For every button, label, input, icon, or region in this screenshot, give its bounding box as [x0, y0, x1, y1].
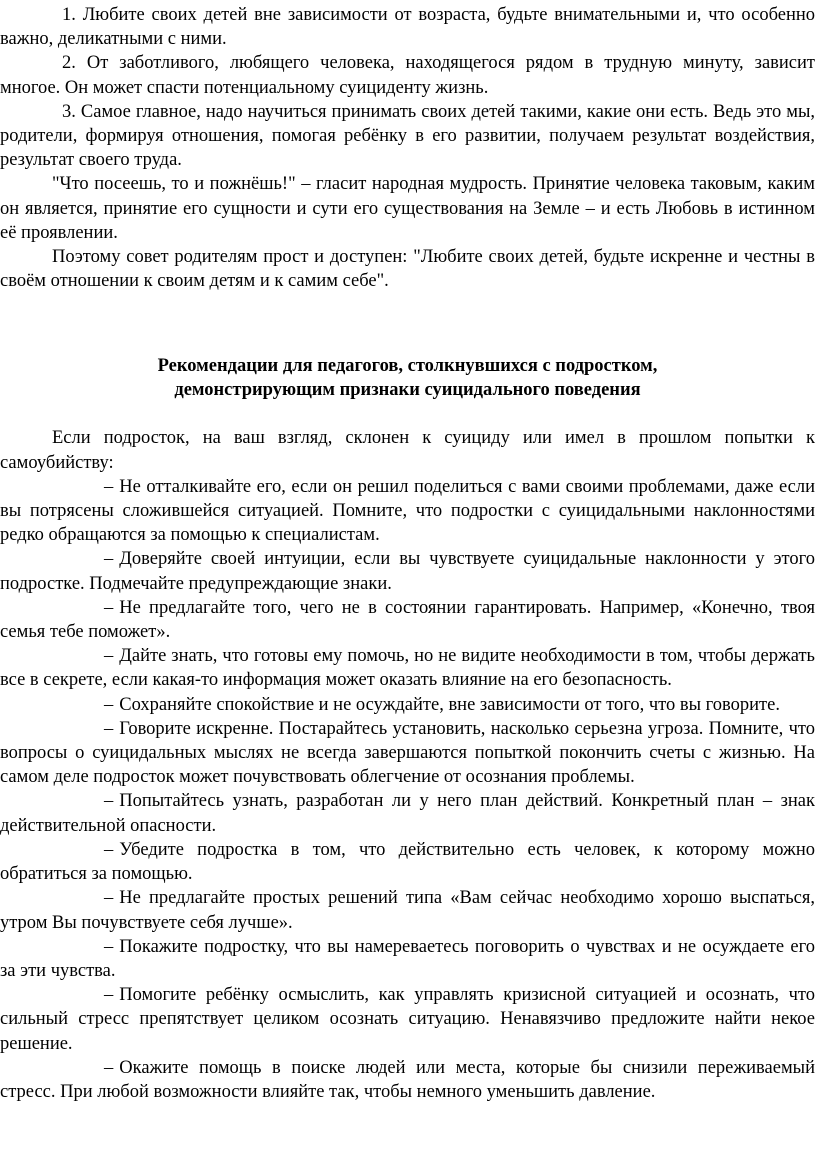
dash-bullet: –: [104, 791, 114, 812]
recommendation-text: Покажите подростку, что вы намереваетесь поговорить о чувствах и не осуждаете его за эти чувства.: [0, 936, 815, 981]
heading-line-2: демонстрирующим признаки суицидального поведения: [174, 380, 641, 401]
recommendation-text: Помогите ребёнку осмыслить, как управлять кризисной ситуацией и осознать, что сильный стресс препятствует целиком осознать ситуацию. Ненавязчиво предложите найти некое решение.: [0, 985, 815, 1054]
dash-bullet: –: [104, 718, 114, 739]
dash-bullet: –: [104, 549, 114, 570]
dash-bullet: –: [104, 839, 114, 860]
intro-paragraph: Если подросток, на ваш взгляд, склонен к суициду или имел в прошлом попытки к самоубийству:: [0, 428, 815, 473]
numbered-item-2: [0, 51, 815, 99]
dash-bullet: –: [104, 646, 114, 667]
item-text: Любите своих детей вне зависимости от возраста, будьте внимательными и, что особенно важно, деликатными с ними.: [0, 5, 816, 50]
heading-line-1: Рекомендации для педагогов, столкнувшихся с подростком,: [157, 356, 658, 377]
recommendation-item: [0, 886, 815, 934]
recommendation-text: Окажите помощь в поиске людей или места, которые бы снизили переживаемый стресс. При любой возможности влияйте так, чтобы немного уменьшить давление.: [0, 1057, 815, 1102]
heading-gap: [0, 402, 815, 426]
recommendation-item: [0, 789, 815, 837]
recommendation-text: Доверяйте своей интуиции, если вы чувствуете суицидальные наклонности у этого подростке. Подмечайте предупреждающие знаки.: [0, 549, 815, 594]
dash-bullet: –: [104, 888, 114, 909]
recommendation-item: [0, 983, 815, 1056]
dash-bullet: –: [104, 597, 114, 618]
recommendation-item: [0, 717, 815, 790]
section-heading: [0, 354, 815, 402]
recommendation-item: [0, 935, 815, 983]
recommendation-list: [0, 475, 815, 1104]
recommendation-text: Дайте знать, что готовы ему помочь, но не видите необходимости в том, чтобы держать все в секрете, если какая-то информация может оказать влияние на его безопасность.: [0, 646, 815, 691]
recommendation-text: Не предлагайте простых решений типа «Вам сейчас необходимо хорошо выспаться, утром Вы почувствуете себя лучше».: [0, 888, 815, 933]
recommendation-item: [0, 547, 815, 595]
recommendation-text: Попытайтесь узнать, разработан ли у него план действий. Конкретный план – знак действительной опасности.: [0, 791, 815, 836]
recommendation-text: Убедите подростка в том, что действительно есть человек, к которому можно обратиться за помощью.: [0, 839, 815, 885]
item-text: От заботливого, любящего человека, находящегося рядом в трудную минуту, зависит многое. Он может спасти потенциальному суициденту жизнь.: [0, 53, 815, 98]
recommendation-item: [0, 596, 815, 644]
numbered-item-3: [0, 100, 815, 173]
advice-paragraph: Поэтому совет родителям прост и доступен: "Любите своих детей, будьте искренне и честны в своём отношении к своим детям и к самим себе".: [0, 247, 815, 292]
recommendation-item: [0, 644, 815, 692]
item-number: 3.: [62, 101, 76, 122]
dash-bullet: –: [104, 1057, 114, 1078]
proverb-paragraph: "Что посеешь, то и пожнёшь!" – гласит народная мудрость. Принятие человека таковым, каким он является, принятие его сущности и сути его существования на Земле – и есть Любовь в истинном её проявлении.: [0, 174, 815, 243]
section-gap: [0, 293, 815, 354]
recommendation-text: Не предлагайте того, чего не в состоянии гарантировать. Например, «Конечно, твоя семья тебе поможет».: [0, 597, 815, 643]
item-text: Самое главное, надо научиться принимать своих детей такими, какие они есть. Ведь это мы, родители, формируя отношения, помогая ребёнку в его развитии, получаем результат воздействия, результат своего труда.: [0, 101, 816, 171]
recommendation-text: Говорите искренне. Постарайтесь установить, насколько серьезна угроза. Помните, что вопросы о суицидальных мыслях не всегда завершаются попыткой покончить счеты с жизнью. На самом деле подросток может почувствовать облегчение от осознания проблемы.: [0, 718, 815, 788]
item-number: 1.: [62, 5, 76, 25]
recommendation-item: [0, 838, 815, 886]
dash-bullet: –: [104, 936, 114, 957]
recommendation-text: Не отталкивайте его, если он решил поделиться с вами своими проблемами, даже если вы потрясены сложившейся ситуацией. Помните, что подростки с суицидальными наклонностями редко обращаются за помощью к специалистам.: [0, 476, 815, 546]
item-number: 2.: [62, 53, 76, 74]
recommendation-item: [0, 693, 815, 717]
dash-bullet: –: [104, 694, 114, 715]
recommendation-text: Сохраняйте спокойствие и не осуждайте, вне зависимости от того, что вы говорите.: [119, 694, 780, 715]
recommendation-item: [0, 475, 815, 548]
dash-bullet: –: [104, 476, 114, 497]
dash-bullet: –: [104, 985, 114, 1006]
recommendation-item: [0, 1056, 815, 1104]
numbered-item-1: [0, 3, 815, 51]
